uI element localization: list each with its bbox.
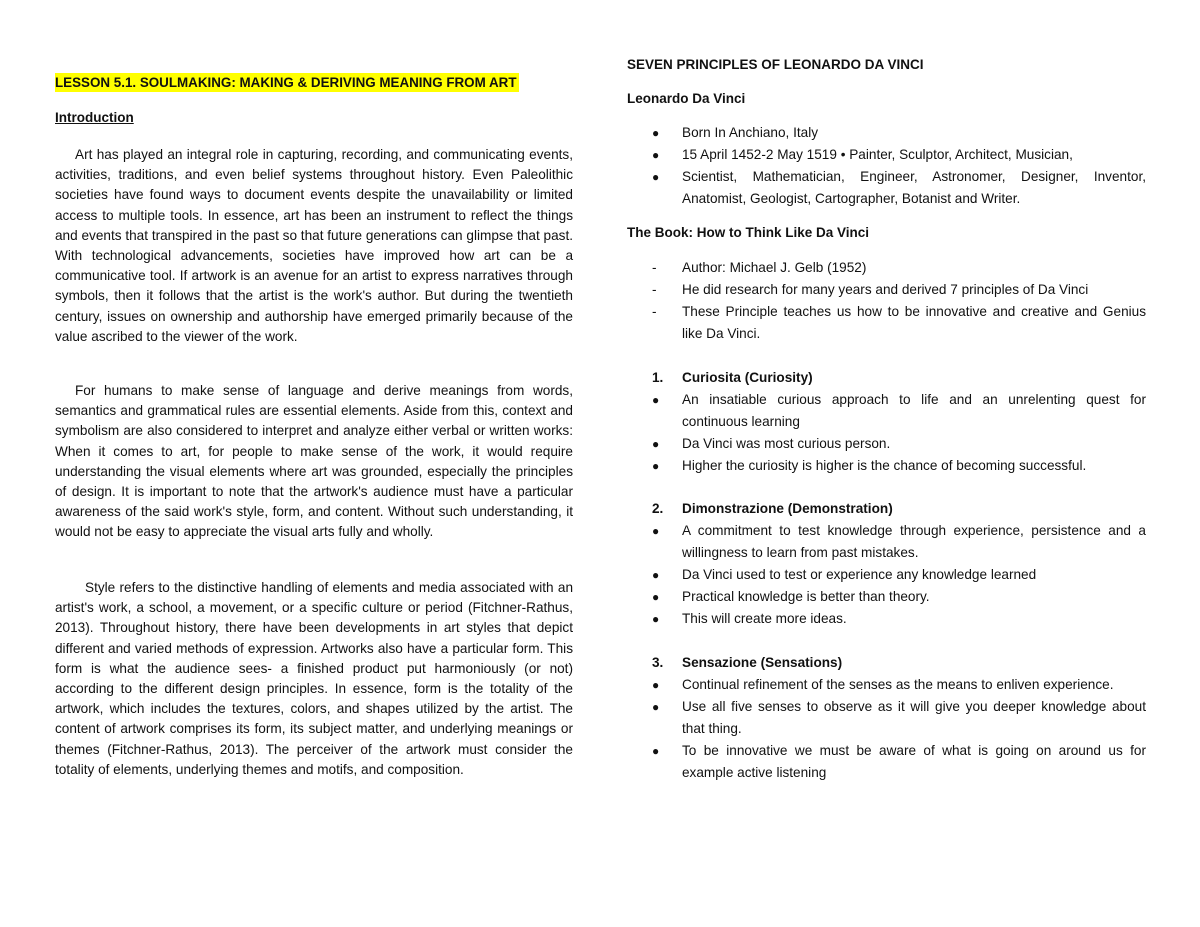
list-item: - Author: Michael J. Gelb (1952)	[627, 257, 1146, 279]
dash-icon: -	[652, 304, 657, 319]
principle-2-heading: 2. Dimonstrazione (Demonstration)	[652, 501, 893, 516]
introduction-heading: Introduction	[55, 110, 134, 125]
bullet-icon: ●	[652, 459, 660, 473]
list-item: ● An insatiable curious approach to life and an unrelenting quest for continuous learning	[627, 389, 1146, 433]
principles-title: SEVEN PRINCIPLES OF LEONARDO DA VINCI	[627, 57, 924, 72]
principle-2-title: Dimonstrazione (Demonstration)	[682, 501, 893, 516]
list-item: ● Use all five senses to observe as it will give you deeper knowledge about that thing.	[627, 696, 1146, 740]
list-item: ● Higher the curiosity is higher is the chance of becoming successful.	[627, 455, 1146, 477]
list-item: ● A commitment to test knowledge through experience, persistence and a willingness to learn from past mistakes.	[627, 520, 1146, 564]
dash-icon: -	[652, 282, 657, 297]
list-item: ● Practical knowledge is better than theory.	[627, 586, 1146, 608]
principle-1-list	[627, 389, 1146, 477]
list-item: - He did research for many years and derived 7 principles of Da Vinci	[627, 279, 1146, 301]
bullet-icon: ●	[652, 524, 660, 538]
book-list	[627, 257, 1146, 345]
principle-3-title: Sensazione (Sensations)	[682, 655, 843, 670]
bullet-icon: ●	[652, 148, 660, 162]
list-item: ● Continual refinement of the senses as the means to enliven experience.	[627, 674, 1146, 696]
bio-list	[627, 122, 1146, 210]
bullet-icon: ●	[652, 700, 660, 714]
principle-2-list	[627, 520, 1146, 630]
list-item: ● Da Vinci was most curious person.	[627, 433, 1146, 455]
list-item: ● Scientist, Mathematician, Engineer, Astronomer, Designer, Inventor, Anatomist, Geologist, Cartographer, Botanist and Writer.	[627, 166, 1146, 210]
paragraph-1: Art has played an integral role in capturing, recording, and communicating events, activities, traditions, and even belief systems throughout history. Even Paleolithic societies have found ways to document events despite the unavailability or limited access to multiple tools. In essence, art has been an instrument to reflect the things and events that transpired in the past so that future generations can glimpse that past. With technological advancements, societies have improved how art can be a communicative tool. If artwork is an avenue for an artist to express narratives through symbols, then it follows that the artist is the work's author. But during the twentieth century, issues on ownership and authorship have emerged primarily because of the value ascribed to the viewer of the work.	[55, 147, 573, 344]
list-item: ● This will create more ideas.	[627, 608, 1146, 630]
bullet-icon: ●	[652, 744, 660, 758]
bullet-icon: ●	[652, 678, 660, 692]
dash-icon: -	[652, 260, 657, 275]
bullet-icon: ●	[652, 568, 660, 582]
subject-name: Leonardo Da Vinci	[627, 91, 746, 106]
bullet-icon: ●	[652, 170, 660, 184]
principle-1-heading: 1. Curiosita (Curiosity)	[652, 370, 813, 385]
book-heading: The Book: How to Think Like Da Vinci	[627, 225, 870, 240]
list-item: - These Principle teaches us how to be innovative and creative and Genius like Da Vinci.	[627, 301, 1146, 345]
paragraph-3: Style refers to the distinctive handling of elements and media associated with an artist's work, a school, a movement, or a specific culture or period (Fitchner-Rathus, 2013). Throughout history, there have been developments in art styles that depict different and varied methods of expression. Artworks also have a particular form. This form is what the audience sees- a finished product put harmoniously (or not) according to the different design principles. In essence, form is the totality of the artwork, which includes the textures, colors, and shapes utilized by the artist. The content of artwork comprises its form, its subject matter, and underlying meanings or themes (Fitchner-Rathus, 2013). The perceiver of the artwork must consider the totality of elements, underlying themes and motifs, and composition.	[55, 580, 573, 777]
bullet-icon: ●	[652, 437, 660, 451]
bullet-icon: ●	[652, 590, 660, 604]
lesson-title: LESSON 5.1. SOULMAKING: MAKING & DERIVING MEANING FROM ART	[55, 75, 517, 90]
principle-3-heading: 3. Sensazione (Sensations)	[652, 655, 843, 670]
list-item: ● 15 April 1452-2 May 1519 • Painter, Sculptor, Architect, Musician,	[627, 144, 1146, 166]
list-item: ● Born In Anchiano, Italy	[627, 122, 1146, 144]
list-item: ● To be innovative we must be aware of what is going on around us for example active listening	[627, 740, 1146, 784]
principle-1-title: Curiosita (Curiosity)	[682, 370, 813, 385]
bullet-icon: ●	[652, 612, 660, 626]
bullet-icon: ●	[652, 393, 660, 407]
bullet-icon: ●	[652, 126, 660, 140]
principle-3-list	[627, 674, 1146, 784]
paragraph-2: For humans to make sense of language and derive meanings from words, semantics and grammatical rules are essential elements. Aside from this, context and symbolism are also considered to interpret and analyze either verbal or written works: When it comes to art, for people to make sense of the work, it would require understanding the visual elements where art was grounded, especially the principles of design. It is important to note that the artwork's audience must have a particular awareness of the said work's style, form, and content. Without such understanding, it would not be easy to appreciate the visual arts fully and wholly.	[55, 383, 573, 540]
list-item: ● Da Vinci used to test or experience any knowledge learned	[627, 564, 1146, 586]
